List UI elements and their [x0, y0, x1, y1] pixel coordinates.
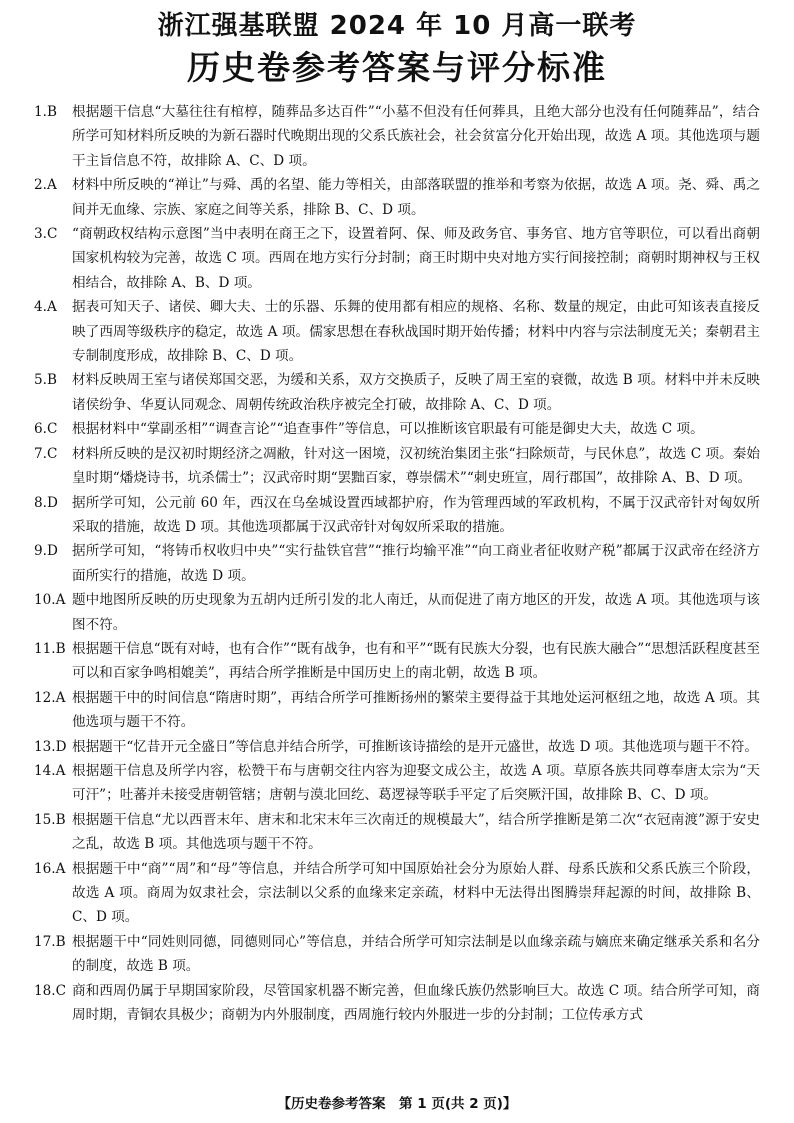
answer-item-15	[34, 808, 760, 857]
answer-item-13	[34, 735, 760, 759]
answer-item-6	[34, 417, 760, 441]
answer-item-17	[34, 930, 760, 979]
answer-number: 1.B	[34, 104, 57, 120]
answer-item-10	[34, 588, 760, 637]
answer-number: 8.D	[34, 494, 58, 511]
answer-number: 7.C	[34, 445, 58, 462]
answer-list	[34, 100, 760, 1027]
answer-explanation: 商和西周仍属于早期国家阶段，尽管国家机器不断完善，但血缘氏族仍然影响巨大。故选 C 项。结合所学可知，商周时期，青铜农具极少；商朝为内外服制度，西周施行较内外服进一步的分封制；工位传承方式	[72, 982, 760, 1024]
answer-explanation: 根据题干“忆昔开元全盛日”等信息并结合所学，可推断该诗描绘的是开元盛世，故选 D 项。其他选项与题干不符。	[72, 738, 758, 755]
answer-item-8	[34, 491, 760, 540]
answer-explanation: “商朝政权结构示意图”当中表明在商王之下，设置着阿、保、师及政务官、事务官、地方官等职位，可以看出商朝国家机构较为完善，故选 C 项。西周在地方实行分封制；商王时期中央对地方实行间接控制；商朝时期神权与王权相结合，故排除 A、B、D 项。	[72, 226, 760, 291]
answer-number: 15.B	[34, 811, 66, 828]
answer-number: 11.B	[34, 640, 66, 657]
answer-number: 14.A	[34, 762, 66, 779]
answer-number: 5.B	[34, 372, 57, 389]
page-footer: 【历史卷参考答案 第 1 页(共 2 页)】	[277, 1096, 517, 1112]
answer-explanation: 材料中所反映的“禅让”与舜、禹的名望、能力等相关，由部落联盟的推举和考察为依据，故选 A 项。尧、舜、禹之间并无血缘、宗族、家庭之间等关系，排除 B、C、D 项。	[72, 177, 760, 218]
answer-number: 4.A	[34, 299, 57, 316]
answer-item-4	[34, 295, 760, 368]
answer-explanation: 材料反映周王室与诸侯郑国交恶，为缓和关系，双方交换质子，反映了周王室的衰微，故选 B 项。材料中并未反映诸侯纷争、华夏认同观念、周朝传统政治秩序被完全打破，故排除 A、C、D 项。	[72, 372, 760, 413]
answer-number: 12.A	[34, 689, 66, 706]
answer-number: 10.A	[34, 592, 66, 609]
answer-item-9	[34, 539, 760, 588]
exam-title: 浙江强基联盟 2024 年 10 月高一联考	[157, 11, 637, 41]
answer-explanation: 据表可知天子、诸侯、卿大夫、士的乐器、乐舞的使用都有相应的规格、名称、数量的规定，由此可知该表直接反映了西周等级秩序的稳定，故选 A 项。儒家思想在春秋战国时期开始传播；材料中内容与宗法制度无关；秦朝君主专制制度形成，故排除 B、C、D 项。	[72, 299, 760, 365]
document-subtitle: 历史卷参考答案与评分标准	[187, 48, 607, 87]
answer-explanation: 根据题干信息“大墓往往有棺椁，随葬品多达百件”“小墓不但没有任何葬具，且绝大部分也没有任何随葬品”，结合所学可知材料所反映的为新石器时代晚期出现的父系氏族社会，社会贫富分化开始出现，故选 A 项。其他选项与题干主旨信息不符，故排除 A、C、D 项。	[72, 104, 760, 169]
answer-number: 17.B	[34, 933, 66, 950]
answer-number: 16.A	[34, 860, 66, 877]
answer-item-5	[34, 368, 760, 417]
answer-number: 3.C	[34, 226, 58, 243]
answer-number: 13.D	[34, 738, 67, 755]
answer-explanation: 题中地图所反映的历史现象为五胡内迁所引发的北人南迁，从而促进了南方地区的开发，故选 A 项。其他选项与该图不符。	[72, 592, 760, 633]
answer-item-18	[34, 979, 760, 1028]
answer-explanation: 材料所反映的是汉初时期经济之凋敝，针对这一困境，汉初统治集团主张“扫除烦苛，与民休息”，故选 C 项。秦始皇时期“燔烧诗书，坑杀儒士”；汉武帝时期“罢黜百家，尊崇儒术”“刺史班宣，周行郡国”，故排除 A、B、D 项。	[72, 445, 760, 487]
answer-item-11	[34, 637, 760, 686]
answer-item-14	[34, 759, 760, 808]
answer-explanation: 根据题干信息及所学内容，松赞干布与唐朝交往内容为迎娶文成公主，故选 A 项。草原各族共同尊奉唐太宗为“天可汗”；吐蕃并未接受唐朝管辖；唐朝与漠北回纥、葛逻禄等联手平定了后突厥汗国，故排除 B、C、D 项。	[72, 762, 760, 804]
answer-explanation: 根据题干中“同姓则同德，同德则同心”等信息，并结合所学可知宗法制是以血缘亲疏与嫡庶来确定继承关系和名分的制度，故选 B 项。	[72, 933, 760, 975]
answer-item-16	[34, 857, 760, 930]
answer-explanation: 根据题干中“商”“周”和“母”等信息，并结合所学可知中国原始社会分为原始人群、母系氏族和父系氏族三个阶段，故选 A 项。商周为奴隶社会，宗法制以父系的血缘来定亲疏，材料中无法得出图腾崇拜起源的时间，故排除 B、C、D 项。	[72, 860, 760, 926]
answer-number: 9.D	[34, 543, 58, 560]
answer-explanation: 根据题干信息“尤以西晋末年、唐末和北宋末年三次南迁的规模最大”，结合所学推断是第二次“衣冠南渡”源于安史之乱，故选 B 项。其他选项与题干不符。	[72, 811, 760, 853]
answer-item-2	[34, 173, 760, 222]
answer-item-12	[34, 686, 760, 735]
answer-explanation: 根据题干信息“既有对峙，也有合作”“既有战争，也有和平”“既有民族大分裂，也有民族大融合”“思想活跃程度甚至可以和百家争鸣相媲美”，再结合所学推断是中国历史上的南北朝，故选 B 项。	[72, 640, 760, 682]
answer-number: 2.A	[34, 177, 57, 194]
answer-item-7	[34, 442, 760, 491]
answer-explanation: 据所学可知，“将铸币权收归中央”“实行盐铁官营”“推行均输平准”“向工商业者征收财产税”都属于汉武帝在经济方面所实行的措施，故选 D 项。	[72, 543, 760, 584]
answer-number: 18.C	[34, 982, 67, 999]
answer-item-1	[34, 100, 760, 173]
answer-explanation: 根据题干中的时间信息“隋唐时期”，再结合所学可推断扬州的繁荣主要得益于其地处运河枢纽之地，故选 A 项。其他选项与题干不符。	[72, 689, 760, 731]
answer-explanation: 据所学可知，公元前 60 年，西汉在乌垒城设置西域都护府，作为管理西域的军政机构，不属于汉武帝针对匈奴所采取的措施，故选 D 项。其他选项都属于汉武帝针对匈奴所采取的措施。	[72, 494, 760, 535]
answer-number: 6.C	[34, 421, 58, 438]
answer-item-3	[34, 222, 760, 295]
answer-explanation: 根据材料中“掌副丞相”“调查言论”“追查事件”等信息，可以推断该官职最有可能是御史大夫，故选 C 项。	[72, 421, 704, 438]
